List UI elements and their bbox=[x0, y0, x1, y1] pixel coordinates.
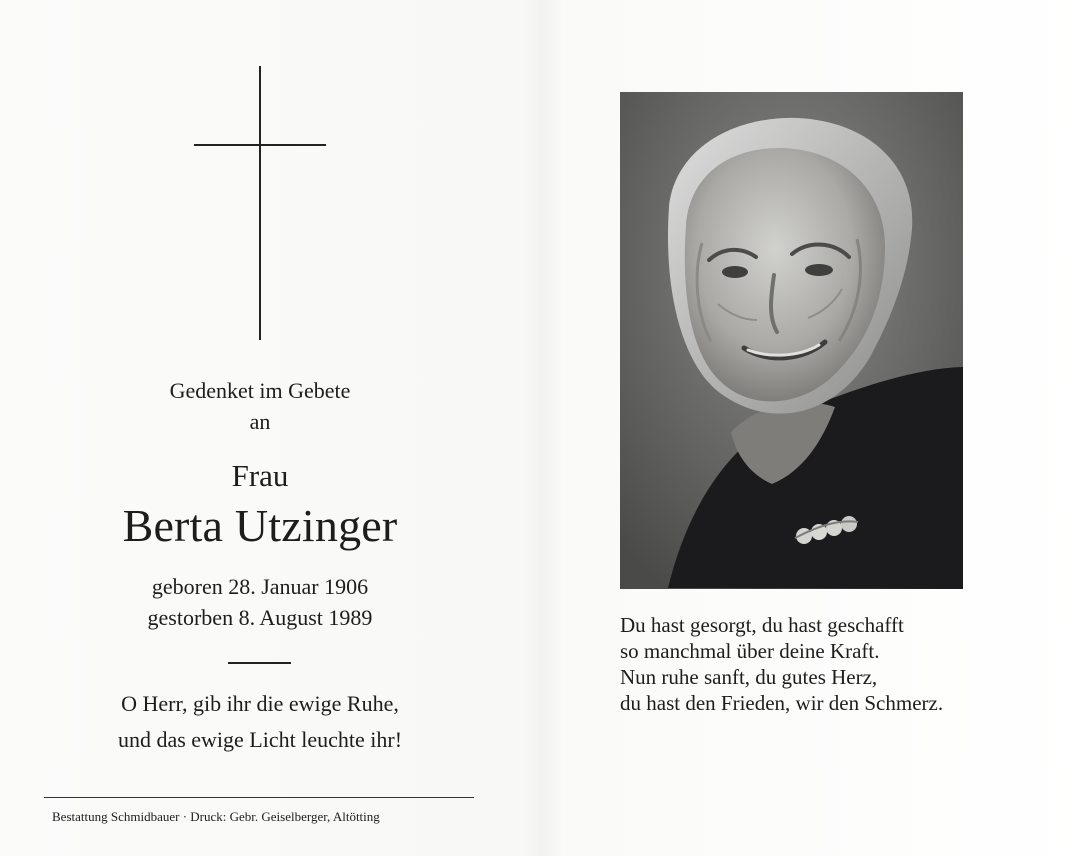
poem-text bbox=[620, 612, 1040, 716]
footer-divider bbox=[44, 797, 474, 798]
death-date: gestorben 8. August 1989 bbox=[147, 605, 373, 630]
birth-date: geboren 28. Januar 1906 bbox=[151, 574, 369, 599]
poem-line: Du hast gesorgt, du hast geschafft bbox=[620, 613, 904, 637]
person-name: Berta Utzinger bbox=[122, 500, 398, 551]
an-text: an bbox=[249, 409, 271, 434]
poem-line: so manchmal über deine Kraft. bbox=[620, 639, 880, 663]
poem-line: du hast den Frieden, wir den Schmerz. bbox=[620, 691, 944, 715]
cross-horizontal-bar bbox=[194, 144, 326, 146]
divider-short bbox=[228, 662, 291, 664]
funeral-printer-footer: Bestattung Schmidbauer · Druck: Gebr. Geiselberger, Altötting bbox=[52, 809, 380, 824]
prayer-line-2: und das ewige Licht leuchte ihr! bbox=[117, 727, 403, 752]
prayer-line-1: O Herr, gib ihr die ewige Ruhe, bbox=[121, 691, 399, 716]
title-text: Frau bbox=[231, 458, 289, 493]
remember-text: Gedenket im Gebete bbox=[169, 378, 351, 403]
poem-line: Nun ruhe sanft, du gutes Herz, bbox=[620, 665, 878, 689]
cross-vertical-bar bbox=[259, 66, 261, 340]
portrait-photo bbox=[620, 92, 963, 589]
